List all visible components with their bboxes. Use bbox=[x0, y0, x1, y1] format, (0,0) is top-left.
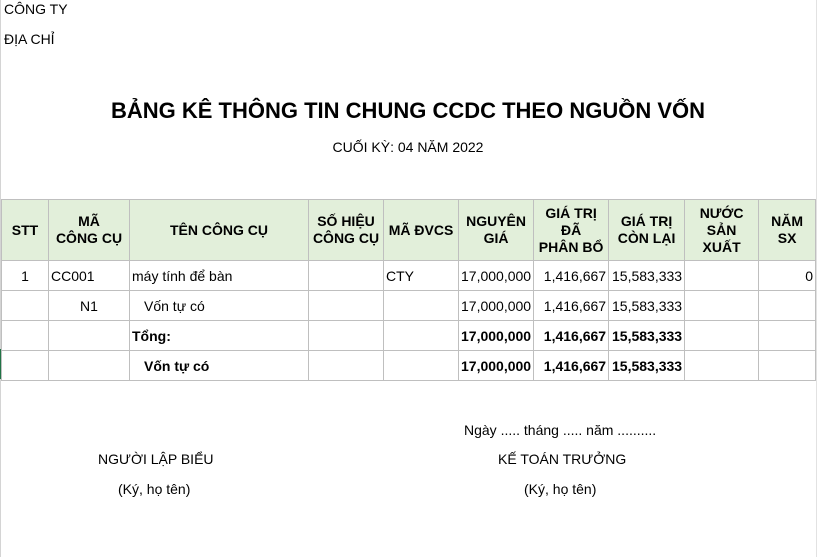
col-header-country[interactable]: NƯỚC SẢN XUẤT bbox=[685, 200, 759, 261]
company-label[interactable]: CÔNG TY bbox=[4, 1, 68, 17]
preparer-sign-note[interactable]: (Ký, họ tên) bbox=[118, 481, 191, 497]
cell-year[interactable] bbox=[759, 321, 816, 351]
cell-unit-code[interactable] bbox=[384, 321, 459, 351]
table-row bbox=[2, 291, 816, 321]
col-header-unit-code[interactable]: MÃ ĐVCS bbox=[384, 200, 459, 261]
date-line[interactable]: Ngày ..... tháng ..... năm .......... bbox=[464, 422, 657, 438]
col-header-tool-code[interactable]: MÃ CÔNG CỤ bbox=[49, 200, 130, 261]
table-header-row bbox=[2, 200, 816, 261]
col-header-original-cost[interactable]: NGUYÊN GIÁ bbox=[459, 200, 534, 261]
table-row bbox=[2, 261, 816, 291]
cell-stt[interactable] bbox=[2, 321, 49, 351]
table-row-total bbox=[2, 321, 816, 351]
cell-serial[interactable] bbox=[309, 351, 384, 381]
cell-country[interactable] bbox=[685, 321, 759, 351]
col-header-allocated[interactable]: GIÁ TRỊ ĐÃ PHÂN BỔ bbox=[534, 200, 609, 261]
cell-serial[interactable] bbox=[309, 291, 384, 321]
cell-country[interactable] bbox=[685, 291, 759, 321]
cell-allocated[interactable]: 1,416,667 bbox=[534, 351, 609, 381]
cell-original-cost[interactable]: 17,000,000 bbox=[459, 351, 534, 381]
report-title[interactable]: BẢNG KÊ THÔNG TIN CHUNG CCDC THEO NGUỒN VỐN bbox=[111, 98, 705, 123]
cell-total-label[interactable]: Tổng: bbox=[130, 321, 309, 351]
cell-year[interactable]: 0 bbox=[759, 261, 816, 291]
cell-serial[interactable] bbox=[309, 321, 384, 351]
chief-accountant-sign-note[interactable]: (Ký, họ tên) bbox=[524, 481, 597, 497]
cell-serial[interactable] bbox=[309, 261, 384, 291]
cell-tool-code[interactable] bbox=[49, 351, 130, 381]
col-header-year[interactable]: NĂM SX bbox=[759, 200, 816, 261]
cell-remaining[interactable]: 15,583,333 bbox=[609, 261, 685, 291]
cell-tool-code[interactable]: CC001 bbox=[49, 261, 130, 291]
address-label[interactable]: ĐỊA CHỈ bbox=[4, 31, 55, 47]
preparer-title[interactable]: NGƯỜI LẬP BIỂU bbox=[98, 451, 214, 467]
cell-tool-name[interactable]: máy tính để bàn bbox=[130, 261, 309, 291]
asset-table bbox=[1, 199, 816, 381]
cell-year[interactable] bbox=[759, 291, 816, 321]
cell-original-cost[interactable]: 17,000,000 bbox=[459, 291, 534, 321]
cell-stt[interactable]: 1 bbox=[2, 261, 49, 291]
cell-allocated[interactable]: 1,416,667 bbox=[534, 291, 609, 321]
cell-tool-code[interactable] bbox=[49, 321, 130, 351]
cell-country[interactable] bbox=[685, 351, 759, 381]
cell-year[interactable] bbox=[759, 351, 816, 381]
cell-unit-code[interactable] bbox=[384, 351, 459, 381]
col-header-stt[interactable]: STT bbox=[2, 200, 49, 261]
column-edge bbox=[816, 0, 817, 557]
col-header-remaining[interactable]: GIÁ TRỊ CÒN LẠI bbox=[609, 200, 685, 261]
cell-stt[interactable] bbox=[2, 291, 49, 321]
cell-unit-code[interactable] bbox=[384, 291, 459, 321]
cell-unit-code[interactable]: CTY bbox=[384, 261, 459, 291]
cell-country[interactable] bbox=[685, 261, 759, 291]
cell-stt[interactable] bbox=[2, 351, 49, 381]
table-row-subtotal bbox=[2, 351, 816, 381]
chief-accountant-title[interactable]: KẾ TOÁN TRƯỞNG bbox=[498, 451, 627, 467]
col-header-tool-name[interactable]: TÊN CÔNG CỤ bbox=[130, 200, 309, 261]
report-period[interactable]: CUỐI KỲ: 04 NĂM 2022 bbox=[332, 139, 484, 155]
cell-allocated[interactable]: 1,416,667 bbox=[534, 321, 609, 351]
cell-remaining[interactable]: 15,583,333 bbox=[609, 291, 685, 321]
cell-tool-name[interactable]: Vốn tự có bbox=[130, 291, 309, 321]
cell-original-cost[interactable]: 17,000,000 bbox=[459, 261, 534, 291]
cell-allocated[interactable]: 1,416,667 bbox=[534, 261, 609, 291]
cell-remaining[interactable]: 15,583,333 bbox=[609, 351, 685, 381]
cell-funding-source[interactable]: Vốn tự có bbox=[130, 351, 309, 381]
cell-original-cost[interactable]: 17,000,000 bbox=[459, 321, 534, 351]
cell-remaining[interactable]: 15,583,333 bbox=[609, 321, 685, 351]
col-header-serial[interactable]: SỐ HIỆU CÔNG CỤ bbox=[309, 200, 384, 261]
cell-tool-code[interactable]: N1 bbox=[49, 291, 130, 321]
